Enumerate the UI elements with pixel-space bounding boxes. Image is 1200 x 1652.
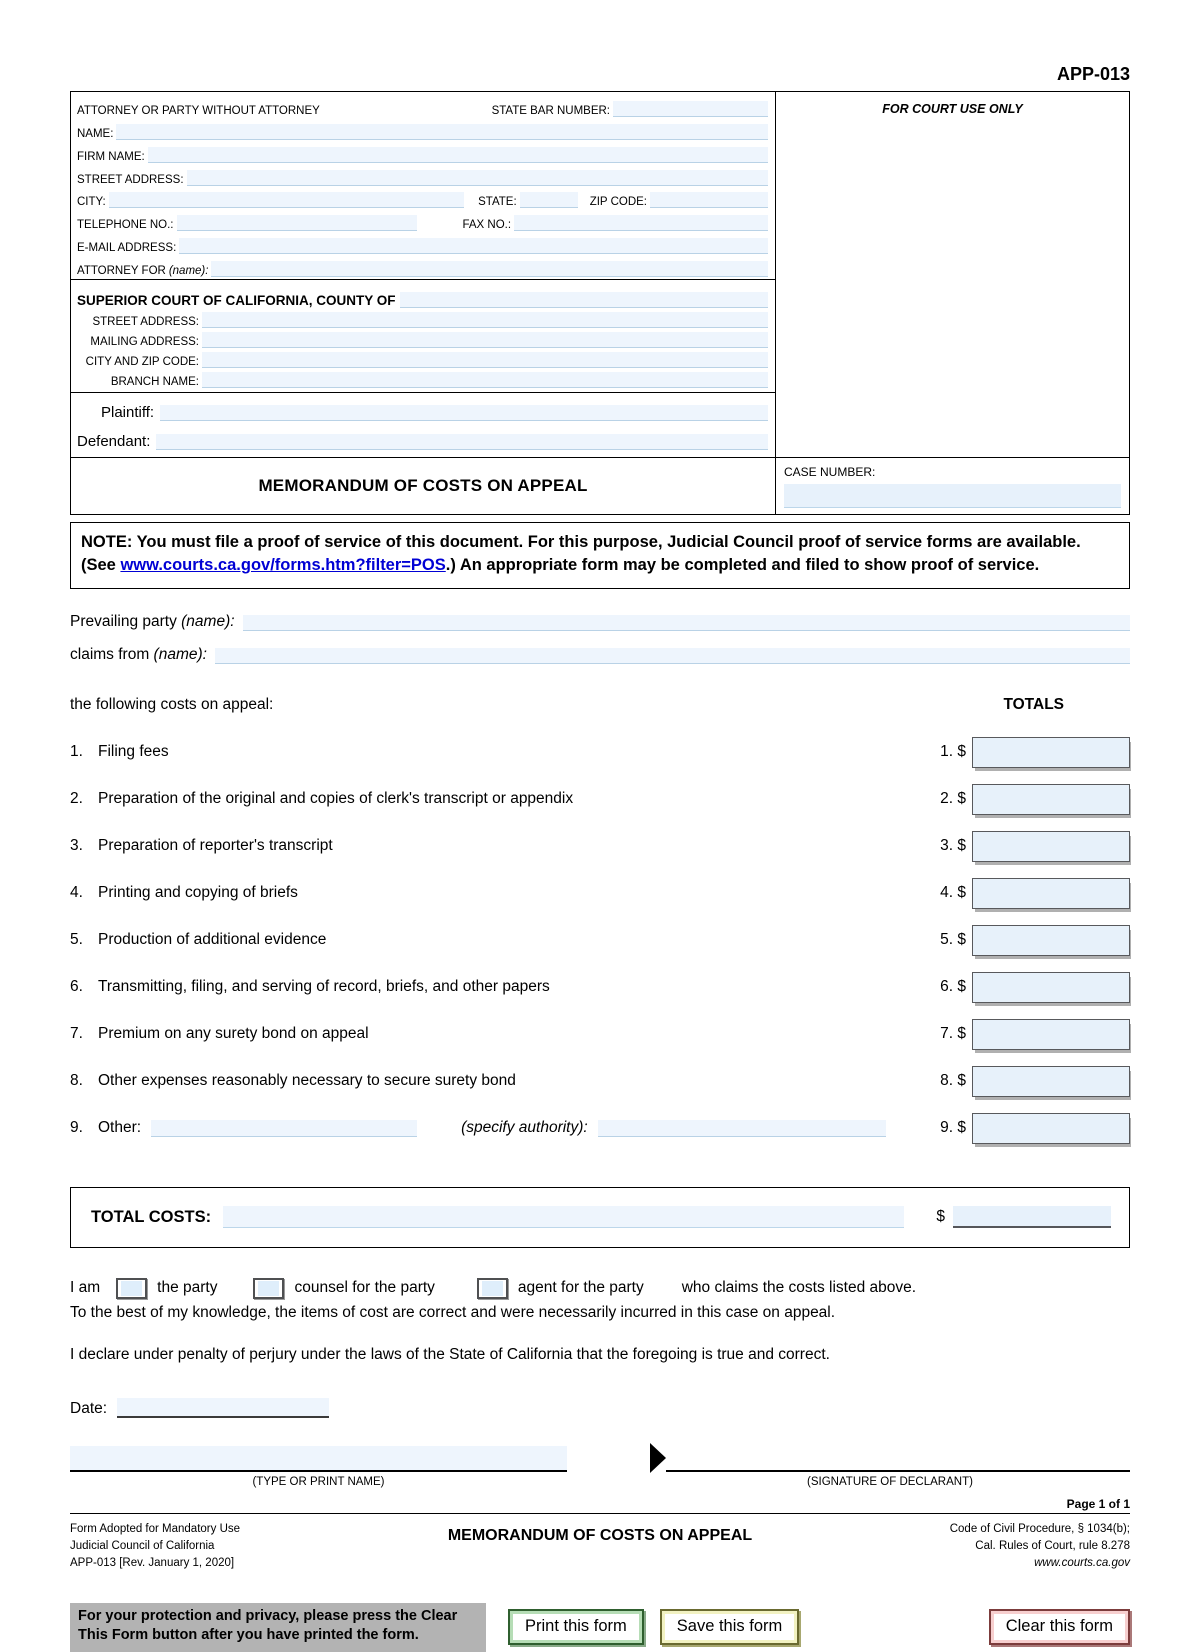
signature-caption: (SIGNATURE OF DECLARANT) <box>807 1475 973 1488</box>
total-number-label: 2. $ <box>940 790 966 808</box>
court-city-zip-input[interactable] <box>202 352 768 368</box>
signature-arrow-icon <box>650 1443 666 1473</box>
item-label: Preparation of reporter's transcript <box>98 837 333 855</box>
item-label: Production of additional evidence <box>98 931 327 949</box>
item-number: 1. <box>70 743 83 761</box>
court-city-zip-label: CITY AND ZIP CODE: <box>85 356 199 368</box>
defendant-input[interactable] <box>156 434 768 450</box>
knowledge-statement: To the best of my knowledge, the items of cost are correct and were necessarily incurred in this case on appeal. <box>70 1303 836 1321</box>
court-section <box>71 279 775 392</box>
total-number-label: 1. $ <box>940 743 966 761</box>
court-street-label: STREET ADDRESS: <box>92 316 199 328</box>
county-input[interactable] <box>400 292 768 308</box>
fax-label: FAX NO.: <box>462 219 512 232</box>
email-input[interactable] <box>179 238 768 254</box>
party-option-label: the party <box>157 1279 218 1297</box>
party-checkbox[interactable] <box>116 1278 147 1299</box>
parties-section <box>71 392 775 457</box>
court-use-cell <box>776 92 1129 458</box>
caption-left-column <box>71 92 776 514</box>
street-address-label: STREET ADDRESS: <box>77 173 184 186</box>
note-text-before-link: NOTE: You must file a proof of service of this document. For this purpose, Judicial Council proof of service forms are available. (See <box>81 533 1081 575</box>
item-number: 2. <box>70 790 83 808</box>
caption-table <box>70 91 1130 515</box>
total-amount-input-7[interactable] <box>972 1019 1130 1050</box>
courts-forms-link[interactable]: www.courts.ca.gov/forms.htm?filter=POS <box>120 556 446 575</box>
firm-name-label: FIRM NAME: <box>77 150 145 163</box>
case-number-input[interactable] <box>784 484 1121 508</box>
print-form-button[interactable]: Print this form <box>508 1609 644 1645</box>
item-number: 7. <box>70 1025 83 1043</box>
item-number: 9. <box>70 1119 83 1137</box>
signature-row <box>70 1442 1130 1488</box>
court-mailing-label: MAILING ADDRESS: <box>90 336 199 348</box>
total-amount-input-2[interactable] <box>972 784 1130 815</box>
telephone-label: TELEPHONE NO.: <box>77 219 174 232</box>
total-number-label: 9. $ <box>940 1119 966 1137</box>
state-label: STATE: <box>478 196 517 209</box>
proof-of-service-note <box>70 522 1130 589</box>
item-label: Filing fees <box>98 743 169 761</box>
dollar-sign: $ <box>936 1208 945 1226</box>
save-form-button[interactable]: Save this form <box>660 1609 799 1645</box>
court-street-input[interactable] <box>202 312 768 328</box>
total-number-label: 3. $ <box>940 837 966 855</box>
total-costs-amount-input[interactable] <box>953 1206 1111 1228</box>
privacy-notice: For your protection and privacy, please press the Clear This Form button after you have printed the form. <box>70 1603 486 1652</box>
telephone-input[interactable] <box>177 215 417 231</box>
date-label: Date: <box>70 1399 108 1417</box>
item-label: Other expenses reasonably necessary to secure surety bond <box>98 1072 516 1090</box>
total-amount-input-5[interactable] <box>972 925 1130 956</box>
fax-input[interactable] <box>514 215 768 231</box>
attorney-for-label: ATTORNEY FOR <box>77 264 166 277</box>
total-number-label: 5. $ <box>940 931 966 949</box>
total-costs-label: TOTAL COSTS: <box>91 1207 212 1226</box>
footer-right-line: Code of Civil Procedure, § 1034(b); <box>949 1522 1130 1535</box>
page-number: Page 1 of 1 <box>1066 1496 1130 1511</box>
total-amount-input-8[interactable] <box>972 1066 1130 1097</box>
state-bar-label: STATE BAR NUMBER: <box>491 105 610 117</box>
action-bar <box>70 1603 1130 1652</box>
cost-item-row <box>70 736 1130 769</box>
defendant-label: Defendant: <box>77 433 151 450</box>
court-branch-input[interactable] <box>202 372 768 388</box>
cost-item-row <box>70 924 1130 957</box>
footer-left-block <box>70 1521 360 1573</box>
counsel-option-label: counsel for the party <box>294 1279 435 1297</box>
footer-left-line: Form Adopted for Mandatory Use <box>70 1522 241 1535</box>
date-input[interactable] <box>117 1398 329 1418</box>
type-print-name-caption: (TYPE OR PRINT NAME) <box>252 1475 385 1488</box>
cost-item-row-other <box>70 1112 1130 1145</box>
item-number: 3. <box>70 837 83 855</box>
specify-authority-label: (specify authority): <box>461 1119 588 1137</box>
checkbox-fill <box>258 1281 279 1296</box>
caption-right-column <box>776 92 1129 514</box>
agent-checkbox[interactable] <box>477 1278 508 1299</box>
case-number-cell <box>776 458 1129 514</box>
case-number-label: CASE NUMBER: <box>784 465 876 479</box>
clear-form-button[interactable]: Clear this form <box>989 1609 1130 1645</box>
checkbox-fill <box>482 1281 503 1296</box>
court-branch-label: BRANCH NAME: <box>110 376 199 388</box>
item-label: Printing and copying of briefs <box>98 884 298 902</box>
total-amount-input-4[interactable] <box>972 878 1130 909</box>
agent-option-label: agent for the party <box>517 1279 644 1297</box>
footer-left-line: APP-013 [Rev. January 1, 2020] <box>70 1557 235 1570</box>
total-amount-input-6[interactable] <box>972 972 1130 1003</box>
name-label: NAME: <box>77 127 114 140</box>
claims-from-label: claims from (name): <box>70 645 207 663</box>
total-number-label: 8. $ <box>940 1072 966 1090</box>
total-costs-description-input[interactable] <box>223 1206 904 1228</box>
plaintiff-input[interactable] <box>160 405 768 421</box>
total-amount-input-3[interactable] <box>972 831 1130 862</box>
zip-label: ZIP CODE: <box>589 196 647 209</box>
total-number-label: 7. $ <box>940 1025 966 1043</box>
form-title: MEMORANDUM OF COSTS ON APPEAL <box>258 475 588 495</box>
item-number: 6. <box>70 978 83 996</box>
total-amount-input-1[interactable] <box>972 737 1130 768</box>
cost-item-row <box>70 830 1130 863</box>
total-number-label: 4. $ <box>940 884 966 902</box>
form-page <box>70 0 1130 1652</box>
street-address-input[interactable] <box>187 170 768 186</box>
item-label: Preparation of the original and copies of clerk's transcript or appendix <box>98 790 574 808</box>
total-amount-input-9[interactable] <box>972 1113 1130 1144</box>
email-label: E-MAIL ADDRESS: <box>77 242 177 255</box>
item-label: Transmitting, filing, and serving of record, briefs, and other papers <box>98 978 550 996</box>
totals-header: TOTALS <box>1003 695 1064 713</box>
court-use-label: FOR COURT USE ONLY <box>882 102 1023 116</box>
footer-left-line: Judicial Council of California <box>70 1540 215 1553</box>
firm-name-input[interactable] <box>148 147 768 163</box>
city-label: CITY: <box>77 196 106 209</box>
city-input[interactable] <box>109 192 464 208</box>
zip-input[interactable] <box>650 192 768 208</box>
prevailing-party-label: Prevailing party (name): <box>70 612 235 630</box>
court-mailing-input[interactable] <box>202 332 768 348</box>
claims-from-input[interactable] <box>215 648 1130 664</box>
cost-item-row <box>70 877 1130 910</box>
cost-item-row <box>70 971 1130 1004</box>
footer-right-block <box>840 1521 1130 1573</box>
attorney-for-name-label: (name): <box>168 264 209 277</box>
perjury-statement: I declare under penalty of perjury under the laws of the State of California that the foregoing is true and correct. <box>70 1345 830 1363</box>
state-bar-input[interactable] <box>613 101 768 117</box>
other-description-input[interactable] <box>151 1120 417 1137</box>
cost-item-row <box>70 1065 1130 1098</box>
total-number-label: 6. $ <box>940 978 966 996</box>
cost-item-row <box>70 1018 1130 1051</box>
form-number: APP-013 <box>1056 64 1130 84</box>
footer-courts-url: www.courts.ca.gov <box>1034 1557 1130 1570</box>
attorney-section <box>71 92 775 279</box>
who-claims-label: who claims the costs listed above. <box>681 1279 917 1297</box>
checkbox-fill <box>121 1281 142 1296</box>
note-text-after-link: .) An appropriate form may be completed and filed to show proof of service. <box>445 556 1040 575</box>
footer-form-title: MEMORANDUM OF COSTS ON APPEAL <box>447 1526 753 1544</box>
counsel-checkbox[interactable] <box>253 1278 284 1299</box>
cost-item-row <box>70 783 1130 816</box>
footer-divider <box>70 1513 1130 1514</box>
item-number: 8. <box>70 1072 83 1090</box>
form-title-cell <box>71 457 775 513</box>
total-costs-box <box>70 1187 1130 1248</box>
prevailing-party-input[interactable] <box>243 615 1130 631</box>
i-am-label: I am <box>70 1279 101 1297</box>
item-number: 5. <box>70 931 83 949</box>
plaintiff-label: Plaintiff: <box>101 404 155 421</box>
item-label: Premium on any surety bond on appeal <box>98 1025 369 1043</box>
superior-court-label: SUPERIOR COURT OF CALIFORNIA, COUNTY OF <box>77 293 396 308</box>
declarant-capacity-row <box>70 1278 1130 1299</box>
state-input[interactable] <box>520 192 578 208</box>
signature-line[interactable] <box>666 1442 1130 1472</box>
form-footer <box>70 1521 1130 1573</box>
attorney-header-label: ATTORNEY OR PARTY WITHOUT ATTORNEY <box>77 105 320 117</box>
following-costs-label: the following costs on appeal: <box>70 695 274 713</box>
attorney-for-input[interactable] <box>211 261 768 277</box>
footer-right-line: Cal. Rules of Court, rule 8.278 <box>975 1540 1130 1553</box>
item-label: Other: <box>98 1119 142 1137</box>
item-number: 4. <box>70 884 83 902</box>
name-input[interactable] <box>116 124 768 140</box>
specify-authority-input[interactable] <box>598 1120 886 1137</box>
type-print-name-input[interactable] <box>70 1446 567 1472</box>
